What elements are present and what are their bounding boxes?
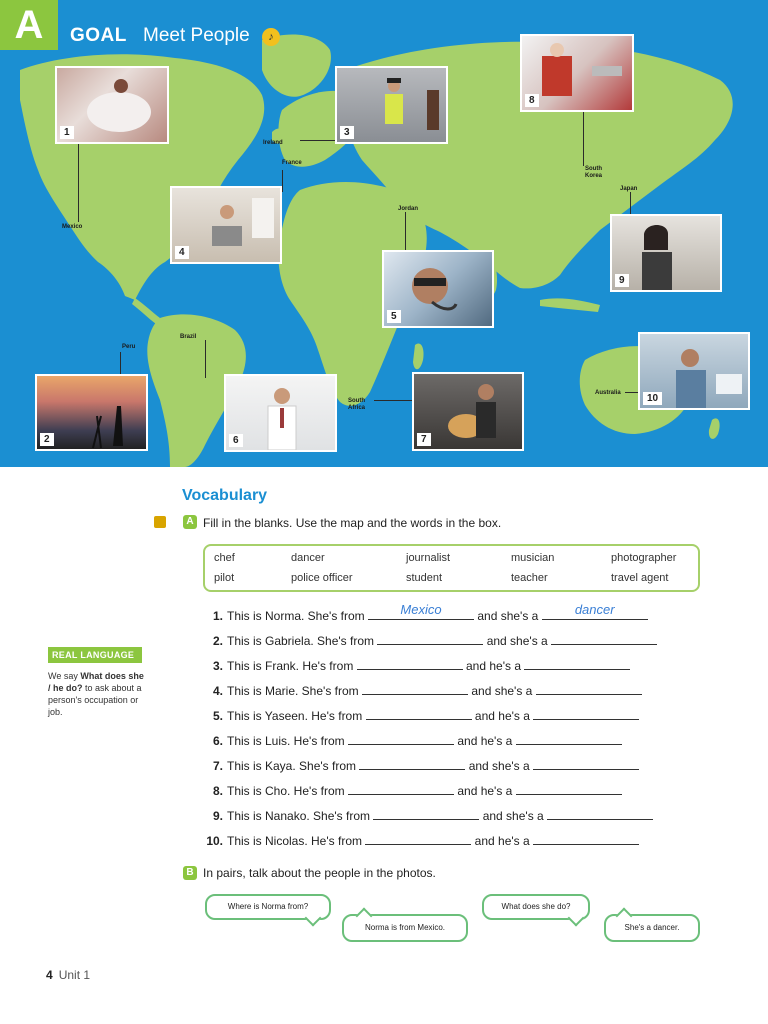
bubble-tail: [568, 910, 585, 927]
item-text-a: This is Gabriela. She's from: [227, 634, 375, 648]
photo-number: 3: [340, 126, 354, 139]
place-label: Japan: [620, 186, 638, 192]
leader-line: [282, 170, 283, 192]
place-label: Peru: [122, 344, 136, 350]
item-text-b: and he's a: [474, 834, 530, 848]
item-number: 8.: [212, 784, 223, 798]
bubble-text: What does she do?: [501, 902, 571, 911]
answer-blank-job[interactable]: [547, 807, 653, 820]
leader-line: [583, 110, 584, 166]
item-number: 3.: [212, 659, 223, 673]
unit-label: Unit 1: [58, 968, 91, 982]
exercise-item: [203, 632, 657, 648]
real-language-prefix: We say: [48, 671, 81, 681]
leader-line: [300, 140, 335, 141]
item-text-a: This is Frank. He's from: [227, 659, 354, 673]
real-language-phrase: What does she / he do?: [48, 671, 144, 693]
answer-blank-country[interactable]: [348, 732, 454, 745]
word-box-item: journalist: [406, 552, 451, 564]
item-text-b: and she's a: [468, 759, 530, 773]
photo-student: [610, 214, 722, 292]
bubble-tail: [356, 908, 373, 925]
answer-blank-country[interactable]: [357, 657, 463, 670]
photo-dancer: [55, 66, 169, 144]
photo-photographer: [35, 374, 148, 451]
answer-blank-country[interactable]: [377, 632, 483, 645]
answer-blank-country[interactable]: [373, 807, 479, 820]
item-text-a: This is Kaya. She's from: [227, 759, 356, 773]
answer-blank-job[interactable]: [536, 682, 642, 695]
exercise-item: [203, 657, 630, 673]
leader-line: [120, 352, 121, 376]
exercise-item: [203, 832, 639, 848]
answer-blank-country[interactable]: [362, 682, 468, 695]
word-box-item: travel agent: [611, 572, 669, 584]
photo-pilot: [382, 250, 494, 328]
task-a-instruction: Fill in the blanks. Use the map and the words in the box.: [203, 516, 502, 530]
real-language-note: [48, 670, 148, 718]
photo-number: 8: [525, 94, 539, 107]
item-text-a: This is Yaseen. He's from: [227, 709, 363, 723]
leader-line: [78, 142, 79, 222]
item-text-a: This is Nicolas. He's from: [227, 834, 362, 848]
place-label: Ireland: [263, 140, 283, 146]
item-number: 7.: [212, 759, 223, 773]
leader-line: [405, 212, 406, 252]
bubble-text: She's a dancer.: [624, 923, 680, 932]
audio-icon[interactable]: ♪: [262, 28, 280, 46]
word-box-item: chef: [214, 552, 235, 564]
bubble-text: Where is Norma from?: [227, 902, 309, 911]
answer-blank-job[interactable]: [533, 832, 639, 845]
speech-bubble: [342, 914, 468, 942]
item-text-b: and he's a: [466, 659, 522, 673]
exercise-item: [203, 707, 639, 723]
workbook-icon: [154, 516, 166, 528]
item-text-b: and she's a: [477, 609, 539, 623]
photo-number: 9: [615, 274, 629, 287]
vocabulary-heading: Vocabulary: [182, 487, 268, 504]
task-b-instruction: In pairs, talk about the people in the photos.: [203, 866, 436, 880]
exercise-item: [203, 682, 642, 698]
handwritten-answer: Mexico: [400, 602, 442, 617]
word-box-item: pilot: [214, 572, 235, 584]
bubble-tail: [305, 910, 322, 927]
exercise-item: [203, 732, 622, 748]
word-box: [203, 544, 700, 592]
item-number: 5.: [212, 709, 223, 723]
word-box-item: photographer: [611, 552, 677, 564]
place-label: South Korea: [585, 166, 603, 179]
answer-blank-job[interactable]: [533, 707, 639, 720]
answer-blank-job[interactable]: [533, 757, 639, 770]
word-box-item: dancer: [291, 552, 325, 564]
item-number: 9.: [212, 809, 223, 823]
answer-blank-country[interactable]: [366, 707, 472, 720]
photo-journalist: [170, 186, 282, 264]
item-text-b: and she's a: [471, 684, 533, 698]
photo-number: 4: [175, 246, 189, 259]
photo-number: 5: [387, 310, 401, 323]
word-box-item: police officer: [291, 572, 353, 584]
section-letter-badge: A: [0, 0, 58, 50]
photo-travel-agent: [638, 332, 750, 410]
item-text-a: This is Nanako. She's from: [227, 809, 371, 823]
exercise-item: [203, 602, 648, 623]
word-box-item: teacher: [511, 572, 548, 584]
page-number: 4: [46, 968, 53, 982]
photo-police-officer: [335, 66, 448, 144]
item-text-a: This is Cho. He's from: [227, 784, 345, 798]
real-language-suffix: to ask about a person's occupation or job.: [48, 683, 142, 717]
exercise-item: [203, 782, 622, 798]
answer-blank-job[interactable]: [542, 602, 648, 620]
item-text-b: and she's a: [482, 809, 544, 823]
item-number: 6.: [212, 734, 223, 748]
word-box-item: student: [406, 572, 443, 584]
item-number: 2.: [212, 634, 223, 648]
photo-number: 7: [417, 433, 431, 446]
answer-blank-country[interactable]: [368, 602, 474, 620]
real-language-heading: REAL LANGUAGE: [48, 647, 142, 663]
leader-line: [205, 340, 206, 378]
answer-blank-job[interactable]: [551, 632, 657, 645]
world-map: [0, 0, 768, 467]
word-box-item: musician: [511, 552, 555, 564]
leader-line: [374, 400, 414, 401]
place-label: Brazil: [180, 334, 197, 340]
leader-line: [630, 192, 631, 216]
answer-blank-country[interactable]: [348, 782, 454, 795]
speech-bubble: [482, 894, 590, 920]
item-number: 1.: [212, 609, 223, 623]
bubble-text: Norma is from Mexico.: [364, 923, 445, 932]
item-text-b: and he's a: [457, 784, 513, 798]
photo-number: 2: [40, 433, 54, 446]
item-number: 4.: [212, 684, 223, 698]
page-footer: [46, 968, 90, 982]
task-a-letter: A: [183, 515, 197, 529]
answer-blank-job[interactable]: [524, 657, 630, 670]
answer-blank-country[interactable]: [359, 757, 465, 770]
task-b-letter: B: [183, 866, 197, 880]
photo-teacher: [224, 374, 337, 452]
exercise-item: [203, 807, 653, 823]
goal-label: GOAL: [70, 25, 127, 46]
item-text-a: This is Norma. She's from: [227, 609, 365, 623]
item-text-a: This is Marie. She's from: [227, 684, 359, 698]
photo-number: 6: [229, 434, 243, 447]
photo-number: 10: [643, 392, 662, 405]
photo-number: 1: [60, 126, 74, 139]
place-label: Mexico: [62, 224, 83, 230]
item-number: 10.: [206, 834, 223, 848]
place-label: France: [282, 160, 302, 166]
place-label: Jordan: [398, 206, 419, 212]
speech-bubble: [205, 894, 331, 920]
photo-musician: [412, 372, 524, 451]
place-label: South Africa: [348, 398, 366, 411]
exercise-item: [203, 757, 639, 773]
item-text-b: and she's a: [486, 634, 548, 648]
photo-chef: [520, 34, 634, 112]
handwritten-answer: dancer: [574, 602, 615, 617]
bubble-tail: [616, 908, 633, 925]
answer-blank-job[interactable]: [516, 732, 622, 745]
goal-title: Meet People: [143, 25, 250, 46]
item-text-a: This is Luis. He's from: [227, 734, 345, 748]
item-text-b: and he's a: [474, 709, 530, 723]
answer-blank-job[interactable]: [516, 782, 622, 795]
item-text-b: and he's a: [457, 734, 513, 748]
place-label: Australia: [595, 390, 621, 396]
leader-line: [625, 392, 639, 393]
speech-bubble: [604, 914, 700, 942]
answer-blank-country[interactable]: [365, 832, 471, 845]
